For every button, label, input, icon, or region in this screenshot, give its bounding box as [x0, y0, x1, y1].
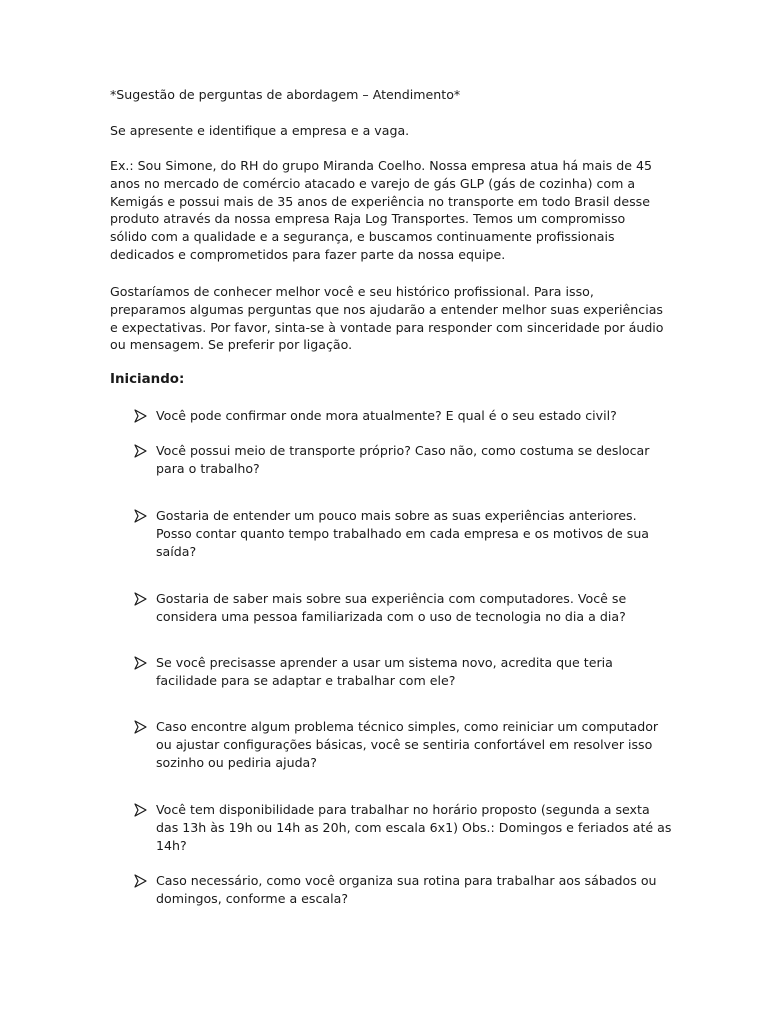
- question-line: 14h?: [156, 837, 187, 853]
- question-line: ou ajustar configurações básicas, você se sentiria confortável em resolver isso: [156, 736, 653, 752]
- question-text: [156, 654, 613, 690]
- question-line: Você possui meio de transporte próprio? Caso não, como costuma se deslocar: [156, 443, 650, 458]
- context-line: e expectativas. Por favor, sinta-se à vontade para responder com sinceridade por áudio: [110, 319, 664, 335]
- question-line: Posso contar quanto tempo trabalhado em cada empresa e os motivos de sua: [156, 525, 650, 541]
- context-line: Gostaríamos de conhecer melhor você e seu histórico profissional. Para isso,: [110, 284, 594, 299]
- question-text: [156, 801, 671, 854]
- arrowhead-bullet-icon: [134, 873, 148, 889]
- example-line: produto através da nossa empresa Raja Log Transportes. Temos um compromisso: [110, 211, 626, 227]
- example-line: anos no mercado de comércio atacado e varejo de gás GLP (gás de cozinha) com a: [110, 175, 636, 191]
- example-line: dedicados e comprometidos para fazer parte da nossa equipe.: [110, 246, 506, 262]
- question-line: facilidade para se adaptar e trabalhar com ele?: [156, 672, 456, 688]
- arrowhead-bullet-icon: [134, 443, 148, 459]
- question-line: Você pode confirmar onde mora atualmente? E qual é o seu estado civil?: [156, 408, 617, 423]
- question-text: [156, 407, 617, 425]
- context-line: preparamos algumas perguntas que nos ajudarão a entender melhor suas experiências: [110, 301, 663, 317]
- question-line: sozinho ou pediria ajuda?: [156, 754, 317, 770]
- example-line: Kemigás e possui mais de 35 anos de experiência no transporte em todo Brasil desse: [110, 193, 650, 209]
- context-paragraph: [110, 283, 670, 354]
- question-line: domingos, conforme a escala?: [156, 890, 349, 906]
- question-line: saída?: [156, 543, 197, 559]
- question-line: Caso encontre algum problema técnico simples, como reiniciar um computador: [156, 719, 659, 734]
- arrowhead-bullet-icon: [134, 719, 148, 735]
- question-text: [156, 442, 649, 478]
- question-line: Gostaria de entender um pouco mais sobre as suas experiências anteriores.: [156, 508, 637, 523]
- question-line: Se você precisasse aprender a usar um sistema novo, acredita que teria: [156, 655, 613, 670]
- arrowhead-bullet-icon: [134, 508, 148, 524]
- example-line: sólido com a qualidade e a segurança, e buscamos continuamente profissionais: [110, 229, 615, 245]
- arrowhead-bullet-icon: [134, 655, 148, 671]
- question-line: Caso necessário, como você organiza sua rotina para trabalhar aos sábados ou: [156, 873, 657, 888]
- arrowhead-bullet-icon: [134, 408, 148, 424]
- question-line: para o trabalho?: [156, 460, 260, 476]
- question-line: das 13h às 19h ou 14h as 20h, com escala 6x1) Obs.: Domingos e feriados até as: [156, 819, 672, 835]
- question-line: Gostaria de saber mais sobre sua experiência com computadores. Você se: [156, 591, 627, 606]
- example-paragraph: [110, 157, 670, 264]
- question-text: [156, 590, 626, 626]
- question-text: [156, 507, 649, 560]
- question-text: [156, 872, 657, 908]
- title-line: *Sugestão de perguntas de abordagem – Atendimento*: [110, 87, 461, 102]
- arrowhead-bullet-icon: [134, 591, 148, 607]
- section-heading: Iniciando:: [110, 372, 185, 387]
- intro-paragraph: [110, 122, 670, 140]
- question-line: Você tem disponibilidade para trabalhar no horário proposto (segunda a sexta: [156, 802, 650, 817]
- intro-line: Se apresente e identifique a empresa e a vaga.: [110, 123, 410, 138]
- question-text: [156, 718, 658, 771]
- context-line: ou mensagem. Se preferir por ligação.: [110, 337, 353, 353]
- document-title: [110, 86, 670, 104]
- question-line: considera uma pessoa familiarizada com o uso de tecnologia no dia a dia?: [156, 608, 626, 624]
- arrowhead-bullet-icon: [134, 802, 148, 818]
- example-line: Ex.: Sou Simone, do RH do grupo Miranda Coelho. Nossa empresa atua há mais de 45: [110, 158, 652, 173]
